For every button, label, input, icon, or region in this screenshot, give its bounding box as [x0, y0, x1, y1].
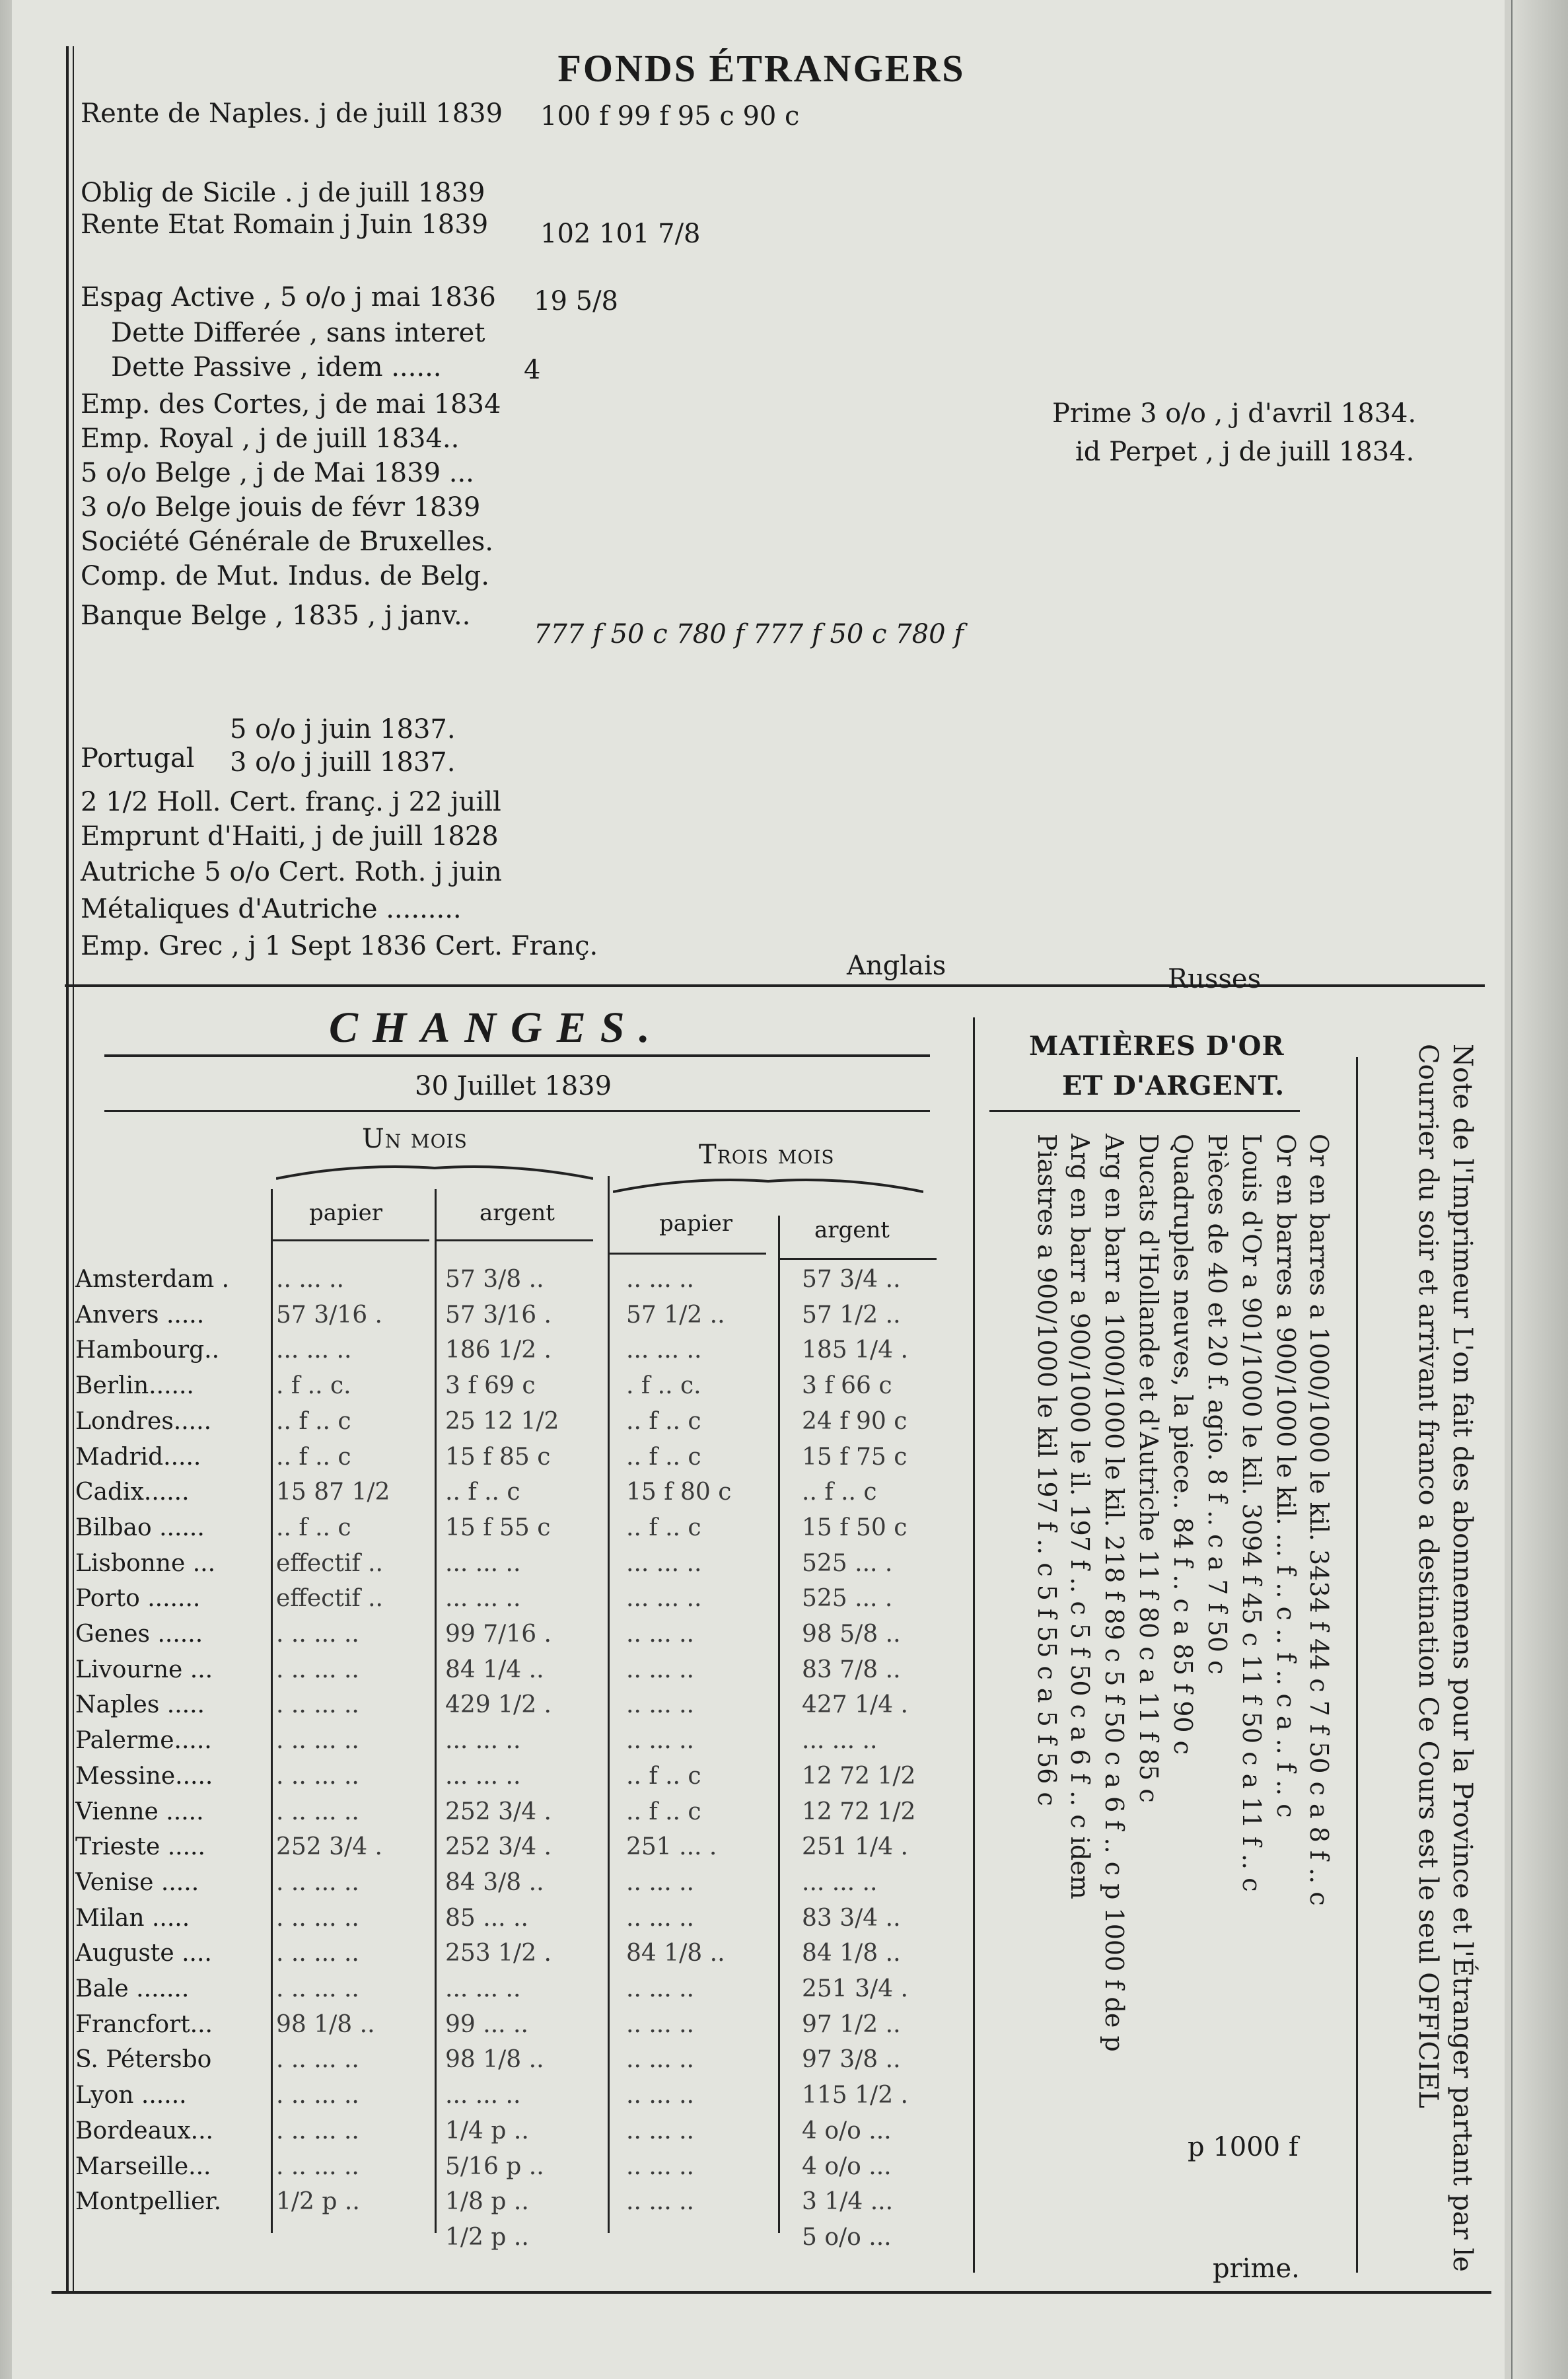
rate-cell: .. ... .. — [626, 1904, 694, 1932]
brace-un-mois — [276, 1156, 593, 1183]
rate-cell: 525 ... . — [802, 1549, 893, 1577]
city-cell: Montpellier. — [75, 2188, 222, 2216]
rate-cell: 3 f 69 c — [445, 1372, 536, 1400]
fonds-label: Emp. des Cortes, j de mai 1834 — [81, 389, 501, 420]
rate-cell: ... ... .. — [802, 1727, 878, 1755]
matieres-rule — [989, 1110, 1300, 1112]
rate-cell: 85 ... .. — [445, 1904, 528, 1932]
rate-cell: 57 3/4 .. — [802, 1266, 901, 1293]
matiere-line: Arg en barr a 1000/1000 le kil. 218 f 89 c 5 f 50 c a 6 f .. c p 1000 f de p — [1100, 1134, 1129, 2052]
rate-cell: .. f .. c — [626, 1762, 701, 1790]
rate-cell: 57 3/16 . — [276, 1301, 382, 1329]
page-title: FONDS ÉTRANGERS — [557, 47, 966, 90]
rate-cell: .. ... .. — [626, 1727, 694, 1755]
col-divider — [608, 1176, 610, 2233]
prime-label: prime. — [1213, 2253, 1300, 2284]
rate-cell: .. ... .. — [626, 1266, 694, 1293]
city-cell: Messine..... — [75, 1762, 213, 1790]
rate-cell: 15 f 80 c — [626, 1479, 732, 1506]
fonds2-label: Métaliques d'Autriche ......... — [81, 894, 462, 924]
fonds-label: Rente Etat Romain j Juin 1839 — [81, 209, 489, 240]
rate-cell: ... ... .. — [445, 2082, 521, 2109]
city-cell: Livourne ... — [75, 1656, 213, 1683]
rate-cell: 4 o/o ... — [802, 2117, 892, 2144]
rate-cell: 84 1/8 .. — [802, 1940, 901, 1967]
rate-cell: . .. ... .. — [276, 1691, 359, 1719]
matiere-line: Or en barres a 900/1000 le kil. ... f .. c .. f .. c a .. f .. c — [1271, 1134, 1301, 1818]
matieres-divider — [973, 1017, 975, 2273]
fonds-label: Société Générale de Bruxelles. — [81, 527, 494, 557]
rate-cell: ... ... .. — [802, 1868, 878, 1896]
rate-cell: 252 3/4 . — [445, 1833, 552, 1861]
city-cell: Francfort... — [75, 2010, 213, 2038]
rate-cell: . .. ... .. — [276, 1904, 359, 1932]
fonds2-label: Emp. Grec , j 1 Sept 1836 Cert. Franç. — [81, 931, 598, 961]
city-cell: Amsterdam . — [75, 1266, 230, 1293]
city-cell: Auguste .... — [75, 1940, 212, 1967]
rate-cell: .. ... .. — [626, 2082, 694, 2109]
rate-cell: 252 3/4 . — [445, 1798, 552, 1825]
rate-cell: 99 7/16 . — [445, 1621, 552, 1648]
fonds-label: Emp. Royal , j de juill 1834.. — [81, 423, 460, 454]
rate-cell: 98 1/8 .. — [276, 2010, 375, 2038]
city-cell: Porto ....... — [75, 1585, 201, 1613]
rate-cell: ... ... .. — [445, 1549, 521, 1577]
anglais-label: Anglais — [847, 951, 946, 981]
fonds-value: 777 f 50 c 780 f 777 f 50 c 780 f — [534, 619, 964, 649]
city-cell: Bordeaux... — [75, 2117, 213, 2144]
rate-cell: 252 3/4 . — [276, 1833, 382, 1861]
rate-cell: 25 12 1/2 — [445, 1407, 559, 1435]
rate-cell: effectif .. — [276, 1549, 383, 1577]
portugal-label: Portugal — [81, 743, 195, 774]
rate-cell: 83 7/8 .. — [802, 1656, 901, 1683]
matiere-line: Or en barres a 1000/1000 le kil. 3434 f 44 c 7 f 50 c a 8 f .. c — [1304, 1134, 1334, 1906]
rate-cell: . .. ... .. — [276, 1798, 359, 1825]
changes-rule — [104, 1110, 930, 1112]
rate-cell: .. f .. c — [276, 1443, 351, 1471]
rate-cell: . .. ... .. — [276, 1621, 359, 1648]
rate-cell: 84 1/4 .. — [445, 1656, 544, 1683]
section-divider — [65, 984, 1485, 987]
fonds-label: Dette Differée , sans interet — [111, 318, 485, 348]
fonds2-label: 5 o/o j juin 1837. — [230, 714, 456, 745]
rate-cell: 98 5/8 .. — [802, 1621, 901, 1648]
rate-cell: ... ... .. — [445, 1975, 521, 2002]
rate-cell: 115 1/2 . — [802, 2082, 908, 2109]
rate-cell: 12 72 1/2 — [802, 1798, 916, 1825]
rate-cell: 15 f 50 c — [802, 1514, 908, 1541]
rate-cell: .. f .. c — [626, 1798, 701, 1825]
city-cell: Londres..... — [75, 1407, 212, 1435]
rate-cell: 98 1/8 .. — [445, 2046, 544, 2074]
fonds-value: 100 f 99 f 95 c 90 c — [540, 101, 800, 131]
rate-cell: ... ... .. — [445, 1727, 521, 1755]
matiere-line: Piastres a 900/1000 le kil 197 f .. c 5 f 55 c a 5 f 56 c — [1032, 1134, 1061, 1806]
rate-cell: 57 1/2 .. — [802, 1301, 901, 1329]
rate-cell: . .. ... .. — [276, 1868, 359, 1896]
rate-cell: ... ... .. — [626, 1336, 702, 1364]
right-note: Prime 3 o/o , j d'avril 1834. — [1052, 398, 1417, 429]
rate-cell: 1/8 p .. — [445, 2188, 529, 2216]
matieres-title: MATIÈRES D'OR — [1029, 1031, 1285, 1062]
rate-cell: 525 ... . — [802, 1585, 893, 1613]
rate-cell: .. ... .. — [626, 2117, 694, 2144]
rate-cell: 84 3/8 .. — [445, 1868, 544, 1896]
rate-cell: 15 f 55 c — [445, 1514, 551, 1541]
un-mois-header: Un mois — [362, 1124, 468, 1154]
argent-header: argent — [480, 1200, 555, 1226]
rate-cell: 251 ... . — [626, 1833, 717, 1861]
col-divider — [435, 1189, 437, 2233]
rate-cell: 84 1/8 .. — [626, 1940, 725, 1967]
rate-cell: 57 3/16 . — [445, 1301, 552, 1329]
russes-label: Russes — [1168, 964, 1262, 994]
rate-cell: 57 1/2 .. — [626, 1301, 725, 1329]
rate-cell: . .. ... .. — [276, 2152, 359, 2180]
side-note: Note de l'Imprimeur L'on fait des abonnemens pour la Province et l'Étranger partant par le — [1447, 1044, 1478, 2272]
left-border — [66, 46, 69, 2292]
col-rule — [435, 1239, 593, 1241]
rate-cell: . .. ... .. — [276, 2082, 359, 2109]
rate-cell: 12 72 1/2 — [802, 1762, 916, 1790]
rate-cell: .. ... .. — [626, 2188, 694, 2216]
rate-cell: 83 3/4 .. — [802, 1904, 901, 1932]
fonds-label: 5 o/o Belge , j de Mai 1839 ... — [81, 458, 474, 488]
rate-cell: 186 1/2 . — [445, 1336, 552, 1364]
left-border-inner — [73, 46, 74, 2292]
rate-cell: .. f .. c — [445, 1479, 520, 1506]
fonds-value: 19 5/8 — [534, 286, 618, 316]
rate-cell: .. f .. c — [276, 1514, 351, 1541]
rate-cell: 15 87 1/2 — [276, 1479, 390, 1506]
city-cell: Trieste ..... — [75, 1833, 205, 1861]
city-cell: Lisbonne ... — [75, 1549, 216, 1577]
city-cell: Bilbao ...... — [75, 1514, 205, 1541]
changes-date: 30 Juillet 1839 — [415, 1071, 612, 1101]
right-note: id Perpet , j de juill 1834. — [1075, 437, 1415, 467]
fonds-value: 102 101 7/8 — [540, 219, 701, 249]
fonds-label: Oblig de Sicile . j de juill 1839 — [81, 178, 485, 208]
bottom-border — [52, 2291, 1491, 2294]
rate-cell: 97 3/8 .. — [802, 2046, 901, 2074]
rate-cell: 15 f 85 c — [445, 1443, 551, 1471]
rate-cell: 1/4 p .. — [445, 2117, 529, 2144]
rate-cell: 185 1/4 . — [802, 1336, 908, 1364]
city-cell: Marseille... — [75, 2152, 211, 2180]
changes-rule — [104, 1054, 930, 1057]
rate-cell: . .. ... .. — [276, 1975, 359, 2002]
rate-cell: 57 3/8 .. — [445, 1266, 544, 1293]
rate-cell: ... ... .. — [626, 1549, 702, 1577]
rate-cell: 97 1/2 .. — [802, 2010, 901, 2038]
fonds2-label: Autriche 5 o/o Cert. Roth. j juin — [81, 857, 502, 887]
rate-cell: .. ... .. — [626, 1656, 694, 1683]
rate-cell: . .. ... .. — [276, 1940, 359, 1967]
rate-cell: 3 f 66 c — [802, 1372, 892, 1400]
rate-cell: .. ... .. — [626, 1691, 694, 1719]
col-rule — [778, 1258, 937, 1260]
rate-cell: 15 f 75 c — [802, 1443, 908, 1471]
rate-cell: . .. ... .. — [276, 1656, 359, 1683]
rate-cell: 5 o/o ... — [802, 2223, 892, 2251]
rate-cell: 429 1/2 . — [445, 1691, 552, 1719]
matieres-title: ET D'ARGENT. — [1062, 1070, 1285, 1101]
city-cell: Hambourg.. — [75, 1336, 220, 1364]
note-divider — [1356, 1057, 1358, 2273]
matiere-line: Ducats d'Hollande et d'Autriche 11 f 80 c a 11 f 85 c — [1134, 1134, 1163, 1803]
side-note: Courrier du soir et arrivant franco a destination Ce Cours est le seul OFFICIEL — [1413, 1044, 1443, 2109]
rate-cell: .. ... .. — [626, 2152, 694, 2180]
fonds-value: 4 — [524, 355, 541, 385]
rate-cell: .. ... .. — [626, 1621, 694, 1648]
rate-cell: 251 3/4 . — [802, 1975, 908, 2002]
argent-header: argent — [814, 1217, 890, 1243]
rate-cell: 99 ... .. — [445, 2010, 528, 2038]
fonds-label: Comp. de Mut. Indus. de Belg. — [81, 561, 489, 591]
rate-cell: .. ... .. — [626, 2046, 694, 2074]
rate-cell: .. ... .. — [626, 1868, 694, 1896]
rate-cell: .. ... .. — [626, 2010, 694, 2038]
fonds-label: Rente de Naples. j de juill 1839 — [81, 98, 503, 129]
city-cell: Anvers ..... — [75, 1301, 205, 1329]
rate-cell: 1/2 p .. — [445, 2223, 529, 2251]
rate-cell: 427 1/4 . — [802, 1691, 908, 1719]
rate-cell: . .. ... .. — [276, 2046, 359, 2074]
rate-cell: .. f .. c — [802, 1479, 877, 1506]
matiere-line: Pièces de 40 et 20 f. agio. 8 f .. c a 7 f 50 c — [1203, 1134, 1232, 1675]
rate-cell: ... ... .. — [445, 1762, 521, 1790]
fonds2-label: 3 o/o j juill 1837. — [230, 747, 456, 778]
fonds-label: 3 o/o Belge jouis de févr 1839 — [81, 492, 481, 523]
fonds2-label: 2 1/2 Holl. Cert. franç. j 22 juill — [81, 787, 501, 817]
papier-header: papier — [309, 1200, 383, 1226]
rate-cell: ... ... .. — [276, 1336, 352, 1364]
city-cell: Bale ....... — [75, 1975, 190, 2002]
city-cell: Cadix...... — [75, 1479, 190, 1506]
col-divider — [778, 1216, 780, 2233]
rate-cell: 24 f 90 c — [802, 1407, 908, 1435]
rate-cell: .. f .. c — [626, 1443, 701, 1471]
rate-cell: 5/16 p .. — [445, 2152, 544, 2180]
city-cell: Lyon ...... — [75, 2082, 187, 2109]
rate-cell: ... ... .. — [626, 1585, 702, 1613]
city-cell: Venise ..... — [75, 1868, 199, 1896]
papier-header: papier — [659, 1210, 733, 1237]
rate-cell: . f .. c. — [626, 1372, 701, 1400]
city-cell: Genes ...... — [75, 1621, 203, 1648]
rate-cell: .. ... .. — [276, 1266, 344, 1293]
rate-cell: .. f .. c — [626, 1514, 701, 1541]
city-cell: Naples ..... — [75, 1691, 205, 1719]
col-rule — [608, 1253, 766, 1255]
fonds-label: Dette Passive , idem ...... — [111, 352, 442, 383]
p1000-label: p 1000 f — [1188, 2132, 1299, 2162]
brace-trois-mois — [613, 1169, 923, 1196]
rate-cell: . .. ... .. — [276, 1762, 359, 1790]
rate-cell: . f .. c. — [276, 1372, 351, 1400]
rate-cell: effectif .. — [276, 1585, 383, 1613]
city-cell: Madrid..... — [75, 1443, 201, 1471]
city-cell: Berlin...... — [75, 1372, 194, 1400]
matiere-line: Louis d'Or a 901/1000 le kil. 3094 f 45 c 11 f 50 c a 11 f .. c — [1237, 1134, 1266, 1892]
city-cell: Milan ..... — [75, 1904, 190, 1932]
rate-cell: . .. ... .. — [276, 1727, 359, 1755]
rate-cell: ... ... .. — [445, 1585, 521, 1613]
col-rule — [271, 1239, 429, 1241]
fonds-label: Banque Belge , 1835 , j janv.. — [81, 601, 471, 631]
rate-cell: 1/2 p .. — [276, 2188, 360, 2216]
fonds2-label: Emprunt d'Haiti, j de juill 1828 — [81, 821, 499, 852]
city-cell: Vienne ..... — [75, 1798, 204, 1825]
changes-title: CHANGES. — [329, 1004, 664, 1052]
rate-cell: .. f .. c — [276, 1407, 351, 1435]
matiere-line: Arg en barr a 900/1000 le il. 197 f .. c 5 f 50 c a 6 f .. c idem — [1065, 1134, 1094, 1899]
rate-cell: .. ... .. — [626, 1975, 694, 2002]
matiere-line: Quadruples neuves, la piece.. 84 f .. c a 85 f 90 c — [1168, 1134, 1197, 1755]
rate-cell: 253 1/2 . — [445, 1940, 552, 1967]
rate-cell: .. f .. c — [626, 1407, 701, 1435]
rate-cell: 251 1/4 . — [802, 1833, 908, 1861]
ledger-page — [12, 0, 1511, 2379]
city-cell: Palerme..... — [75, 1727, 212, 1755]
col-divider — [271, 1189, 273, 2233]
trois-mois-header: Trois mois — [699, 1140, 835, 1170]
fonds-label: Espag Active , 5 o/o j mai 1836 — [81, 282, 496, 312]
rate-cell: 3 1/4 ... — [802, 2188, 894, 2216]
city-cell: S. Pétersbo — [75, 2046, 212, 2074]
rate-cell: 4 o/o ... — [802, 2152, 892, 2180]
rate-cell: . .. ... .. — [276, 2117, 359, 2144]
adjacent-page-edge — [1513, 0, 1568, 2379]
